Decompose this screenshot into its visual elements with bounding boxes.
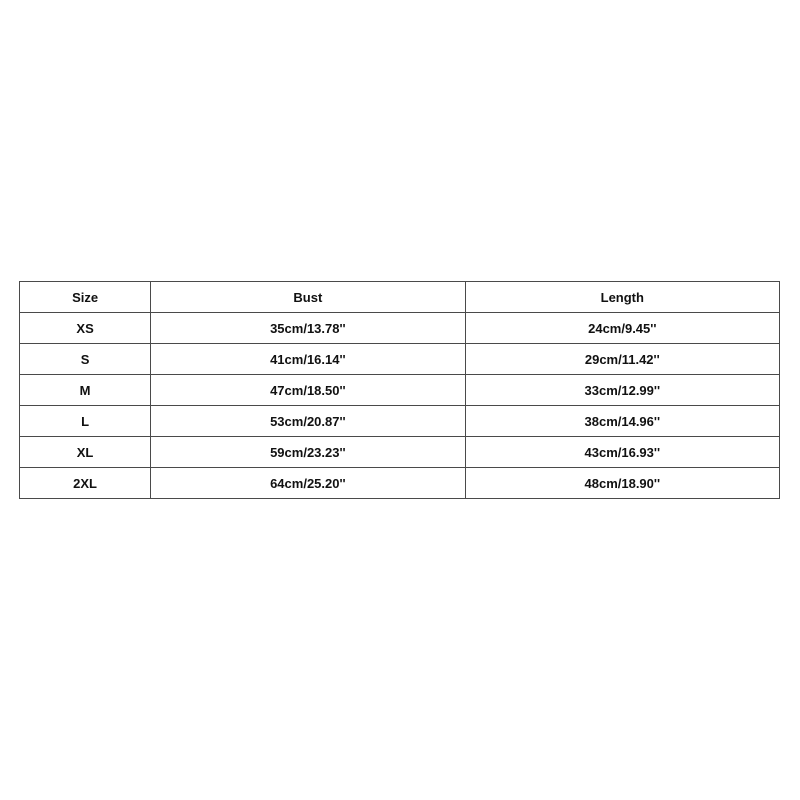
cell-length: 38cm/14.96'' [465,406,779,437]
cell-size: XL [20,437,151,468]
table-row [20,375,780,406]
cell-length: 43cm/16.93'' [465,437,779,468]
cell-length: 24cm/9.45'' [465,313,779,344]
header-size: Size [20,282,151,313]
table-row [20,468,780,499]
cell-length: 33cm/12.99'' [465,375,779,406]
cell-size: XS [20,313,151,344]
cell-size: L [20,406,151,437]
cell-size: 2XL [20,468,151,499]
cell-length: 48cm/18.90'' [465,468,779,499]
table-row [20,313,780,344]
cell-size: M [20,375,151,406]
cell-size: S [20,344,151,375]
cell-bust: 35cm/13.78'' [151,313,465,344]
header-length: Length [465,282,779,313]
cell-bust: 47cm/18.50'' [151,375,465,406]
cell-bust: 64cm/25.20'' [151,468,465,499]
cell-bust: 59cm/23.23'' [151,437,465,468]
header-row [20,282,780,313]
table-row [20,437,780,468]
header-bust: Bust [151,282,465,313]
cell-bust: 41cm/16.14'' [151,344,465,375]
size-chart-table [19,281,780,499]
cell-bust: 53cm/20.87'' [151,406,465,437]
table-row [20,406,780,437]
table-row [20,344,780,375]
cell-length: 29cm/11.42'' [465,344,779,375]
